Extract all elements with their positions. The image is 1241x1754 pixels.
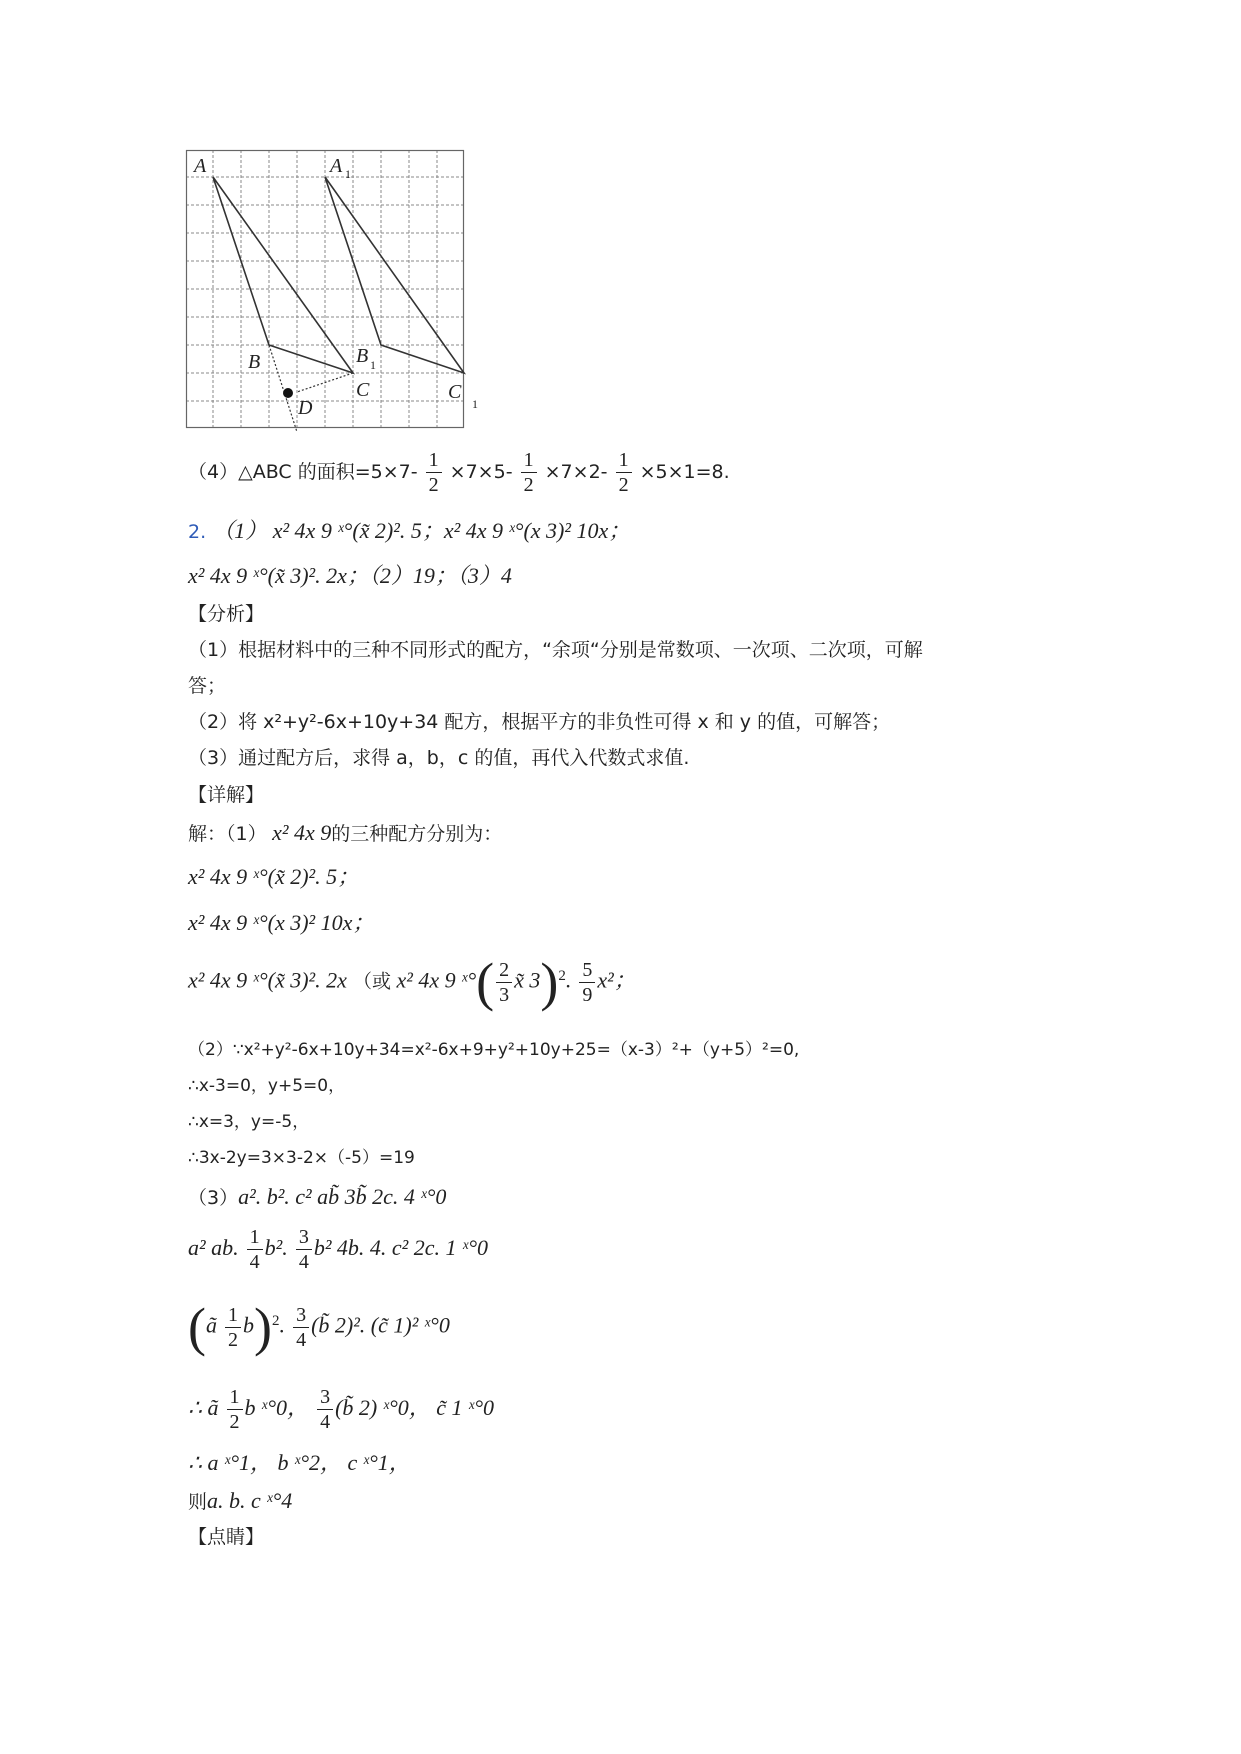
p3-l2-frac1: $\frac{1}{4}$ <box>247 1225 263 1274</box>
p3-l4c: (b̃ 2) ˣ°0， c̃ 1 ˣ°0 <box>335 1395 495 1420</box>
grid-lines <box>186 150 464 428</box>
detail-p3-l5: ∴ a ˣ°1， b ˣ°2， c ˣ°1， <box>188 1450 411 1475</box>
p3-l3-inner-a: ã <box>205 1312 217 1338</box>
p3-l4b: b ˣ°0， <box>244 1395 310 1420</box>
detail-eq2: x² 4x 9 ˣ°(x 3)² 10x； <box>188 910 375 935</box>
label-c: C <box>356 379 370 401</box>
label-d: D <box>298 397 313 419</box>
q4-term3: ×5×1=8. <box>639 461 730 483</box>
detail-intro <box>188 822 502 844</box>
label-c1-sub: 1 <box>472 397 478 411</box>
p3-l6-prefix: 则 <box>188 1491 208 1513</box>
analysis-p2: （2）将 x²+y²-6x+10y+34 配方，根据平方的非负性可得 x 和 y 的值，可解答； <box>188 711 891 733</box>
p3-prefix: （3） <box>188 1187 239 1209</box>
detail-eq1: x² 4x 9 ˣ°(x̃ 2)². 5； <box>188 864 360 889</box>
eq3-square: 2 <box>558 968 566 985</box>
q4-term1: ×7×5- <box>449 461 513 483</box>
p3-l3-close-paren: ) <box>254 1297 273 1357</box>
comment-heading: 【点睛】 <box>188 1526 265 1548</box>
answer2-line2: x² 4x 9 ˣ°(x̃ 3)². 2x；（2）19；（3）4 <box>188 563 512 588</box>
label-b1: B <box>356 345 369 367</box>
grid-triangle-figure <box>186 150 478 434</box>
p3-l2c: b² 4b. 4. c² 2c. 1 ˣ°0 <box>313 1235 489 1260</box>
analysis-p1a: （1）根据材料中的三种不同形式的配方，“余项“分别是常数项、一次项、二次项，可解 <box>188 639 923 661</box>
answer-number: 2. <box>188 521 207 543</box>
label-a1: A <box>330 155 343 177</box>
detail-p3-l3 <box>188 1297 450 1357</box>
p3-l3-inner-b: b <box>243 1312 255 1338</box>
p3-l3-square: 2 <box>272 1313 280 1330</box>
label-a1-sub: 1 <box>345 167 351 181</box>
label-b1-sub: 1 <box>370 358 376 372</box>
detail-eq3 <box>188 952 636 1012</box>
p3-l1-math: a². b². c² ab̃ 3b̃ 2c. 4 ˣ°0 <box>238 1184 447 1209</box>
q4-term2: ×7×2- <box>544 461 608 483</box>
analysis-p3: （3）通过配方后，求得 a，b，c 的值，再代入代数式求值. <box>188 747 690 769</box>
answer2-line1 <box>188 520 630 542</box>
label-a: A <box>194 155 207 177</box>
p3-l6-math: a. b. c ˣ°4 <box>207 1488 293 1513</box>
eq3-left: x² 4x 9 ˣ°(x̃ 3)². 2x <box>188 967 347 993</box>
p3-l4-frac2: $\frac{3}{4}$ <box>317 1385 333 1434</box>
intro-suffix: 的三种配方分别为： <box>331 823 503 845</box>
label-b: B <box>248 351 261 373</box>
detail-p2-l4: ∴3x-2y=3×3-2×（-5）=19 <box>188 1148 415 1168</box>
p3-l3-rest: (b̃ 2)². (c̃ 1)² ˣ°0 <box>311 1312 450 1338</box>
triangle-abc <box>213 177 353 373</box>
eq3-open-paren: ( <box>476 952 495 1012</box>
eq3-math: x² 4x 9 ˣ° <box>390 967 477 993</box>
p3-l3-dot: . <box>279 1312 286 1338</box>
detail-p3-l4 <box>188 1385 494 1434</box>
eq3-inner: x̃ 3 <box>514 967 541 993</box>
p3-l3-frac: $\frac{1}{2}$ <box>225 1303 241 1352</box>
p3-l4a: ∴ ã <box>188 1395 219 1420</box>
fraction-half-1: $\frac{1}{2}$ <box>426 448 442 497</box>
fraction-half-2: $\frac{1}{2}$ <box>521 448 537 497</box>
analysis-heading: 【分析】 <box>188 603 265 625</box>
p3-l4-frac: $\frac{1}{2}$ <box>227 1385 243 1434</box>
detail-p2-l2: ∴x-3=0，y+5=0， <box>188 1076 346 1096</box>
detail-p2-l1: （2）∵x²+y²-6x+10y+34=x²-6x+9+y²+10y+25=（x-3）²+（y+5）²=0, <box>188 1040 800 1060</box>
p3-l2b: b². <box>264 1235 288 1260</box>
detail-p3-l1 <box>188 1186 446 1208</box>
detail-p3-l2 <box>188 1225 488 1274</box>
fraction-half-3: $\frac{1}{2}$ <box>616 448 632 497</box>
detail-p3-l6 <box>188 1490 292 1512</box>
triangle-a1b1c1 <box>325 177 464 373</box>
intro-math: x² 4x 9 <box>266 820 332 845</box>
eq3-frac2: $\frac{5}{9}$ <box>579 958 595 1007</box>
analysis-p1b: 答； <box>188 675 227 697</box>
p3-l2a: a² ab. <box>188 1235 239 1260</box>
q4-prefix: （4）△ABC 的面积=5×7- <box>188 461 418 483</box>
eq3-dot: . <box>565 967 572 993</box>
intro-prefix: 解：（1） <box>188 823 267 845</box>
p3-l2-frac2: $\frac{3}{4}$ <box>296 1225 312 1274</box>
label-c1: C <box>448 381 462 403</box>
detail-p2-l3: ∴x=3，y=-5， <box>188 1112 310 1132</box>
eq3-frac: $\frac{2}{3}$ <box>496 958 512 1007</box>
q4-area-line <box>188 448 730 497</box>
p3-l3-frac2: $\frac{3}{4}$ <box>293 1303 309 1352</box>
answer2-line1-text: （1） x² 4x 9 ˣ°(x̃ 2)². 5；x² 4x 9 ˣ°(x 3)² 10x； <box>212 518 631 543</box>
point-d-dot <box>283 388 293 398</box>
eq3-end: x²； <box>597 967 636 993</box>
eq3-close-paren: ) <box>540 952 559 1012</box>
detail-heading: 【详解】 <box>188 784 265 806</box>
eq3-mid: （或 <box>352 970 391 993</box>
p3-l3-open-paren: ( <box>188 1297 206 1357</box>
